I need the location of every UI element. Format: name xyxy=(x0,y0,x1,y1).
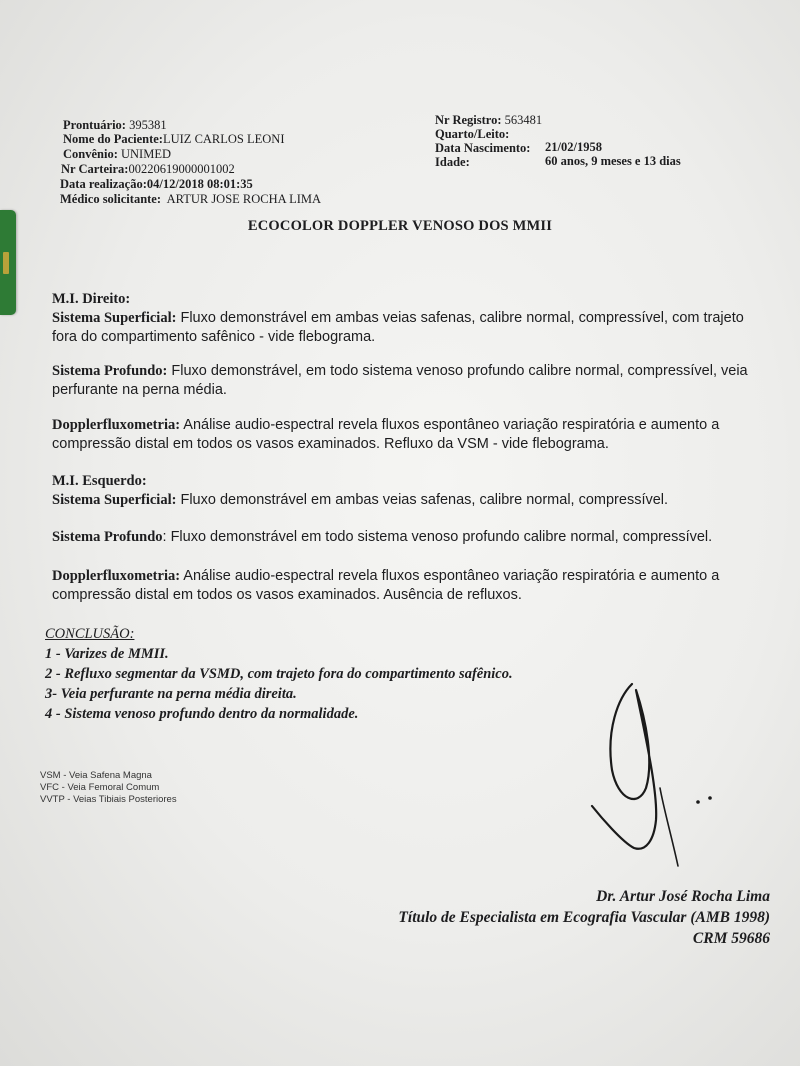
direito-sup-text: Fluxo demonstrável em ambas veias safenas, calibre normal, compressível, com trajeto fora do compartimento safênico - vide flebograma. xyxy=(52,310,744,345)
medico-row xyxy=(60,192,321,207)
quarto-row xyxy=(435,127,509,142)
registro-value: 563481 xyxy=(504,113,543,127)
conclusion-heading: CONCLUSÃO: xyxy=(45,626,135,642)
nascimento-row xyxy=(435,141,530,156)
esquerdo-heading: M.I. Esquerdo: xyxy=(52,473,147,489)
esquerdo-superficial xyxy=(52,491,752,510)
paciente-label: Nome do Paciente: xyxy=(63,132,163,146)
conclusion-item: 3- Veia perfurante na perna média direita. xyxy=(45,686,297,702)
idade-value: 60 anos, 9 meses e 13 dias xyxy=(545,154,681,168)
esquerdo-dop-label: Dopplerfluxometria: xyxy=(52,568,181,584)
nascimento-value: 21/02/1958 xyxy=(545,140,602,154)
quarto-label: Quarto/Leito: xyxy=(435,127,510,141)
direito-dop-label: Dopplerfluxometria: xyxy=(52,417,181,433)
nascimento-label: Data Nascimento: xyxy=(435,141,531,155)
esquerdo-dop-text: Análise audio-espectral revela fluxos espontâneo variação respiratória e aumento a compressão distal em todos os vasos examinados. Ausência de refluxos. xyxy=(52,568,720,603)
esquerdo-prof-label: Sistema Profundo xyxy=(52,529,163,545)
direito-prof-label: Sistema Profundo: xyxy=(52,363,168,379)
prontuario-row xyxy=(63,118,167,133)
data-value: 04/12/2018 08:01:35 xyxy=(146,177,253,191)
legend-item: VSM - Veia Safena Magna xyxy=(40,770,152,781)
direito-profundo xyxy=(52,362,752,400)
direito-doppler xyxy=(52,416,752,454)
data-label: Data realização: xyxy=(60,177,147,191)
esquerdo-sup-text: Fluxo demonstrável em ambas veias safenas, calibre normal, compressível. xyxy=(176,492,669,508)
report-title: ECOCOLOR DOPPLER VENOSO DOS MMII xyxy=(247,218,553,234)
direito-heading: M.I. Direito: xyxy=(52,291,131,307)
carteira-value: 00220619000001002 xyxy=(128,162,235,176)
medico-label: Médico solicitante: xyxy=(60,192,162,206)
doctor-title: Título de Especialista em Ecografia Vascular (AMB 1998) xyxy=(398,909,770,926)
paciente-value: LUIZ CARLOS LEONI xyxy=(162,132,285,146)
conclusion-item: 4 - Sistema venoso profundo dentro da normalidade. xyxy=(45,706,359,722)
convenio-value: UNIMED xyxy=(121,147,171,161)
esquerdo-sup-label: Sistema Superficial: xyxy=(52,492,177,508)
esquerdo-profundo xyxy=(52,528,752,547)
carteira-row xyxy=(61,162,235,177)
esquerdo-prof-text: : Fluxo demonstrável em todo sistema venoso profundo calibre normal, compressível. xyxy=(162,529,713,545)
abbreviation-legend xyxy=(40,770,177,806)
direito-sup-label: Sistema Superficial: xyxy=(52,310,177,326)
binder-slot xyxy=(3,252,9,274)
registro-label: Nr Registro: xyxy=(435,113,502,127)
prontuario-value: 395381 xyxy=(129,118,167,132)
signature-block xyxy=(398,886,770,949)
conclusion xyxy=(45,624,513,724)
data-row xyxy=(60,177,253,192)
handwritten-signature xyxy=(560,670,740,870)
direito-prof-text: Fluxo demonstrável, em todo sistema venoso profundo calibre normal, compressível, veia perfurante na perna média. xyxy=(52,363,748,398)
medico-value: ARTUR JOSE ROCHA LIMA xyxy=(166,192,322,206)
carteira-label: Nr Carteira: xyxy=(61,162,129,176)
registro-row xyxy=(435,113,542,128)
idade-label: Idade: xyxy=(435,155,470,169)
doctor-name: Dr. Artur José Rocha Lima xyxy=(596,888,770,905)
direito-section xyxy=(52,290,752,347)
paciente-row xyxy=(63,132,285,147)
direito-superficial xyxy=(52,309,752,347)
convenio-label: Convênio: xyxy=(63,147,118,161)
prontuario-label: Prontuário: xyxy=(63,118,126,132)
convenio-row xyxy=(63,147,171,162)
idade-row xyxy=(435,155,470,170)
esquerdo-doppler xyxy=(52,567,752,605)
direito-dop-text: Análise audio-espectral revela fluxos espontâneo variação respiratória e aumento a compressão distal em todos os vasos examinados. Refluxo da VSM - vide flebograma. xyxy=(52,417,720,452)
conclusion-item: 2 - Refluxo segmentar da VSMD, com trajeto fora do compartimento safênico. xyxy=(45,666,513,682)
legend-item: VFC - Veia Femoral Comum xyxy=(40,782,160,793)
esquerdo-section xyxy=(52,472,752,510)
doctor-crm: CRM 59686 xyxy=(692,930,770,947)
conclusion-item: 1 - Varizes de MMII. xyxy=(45,646,169,662)
legend-item: VVTP - Veias Tibiais Posteriores xyxy=(40,794,177,805)
